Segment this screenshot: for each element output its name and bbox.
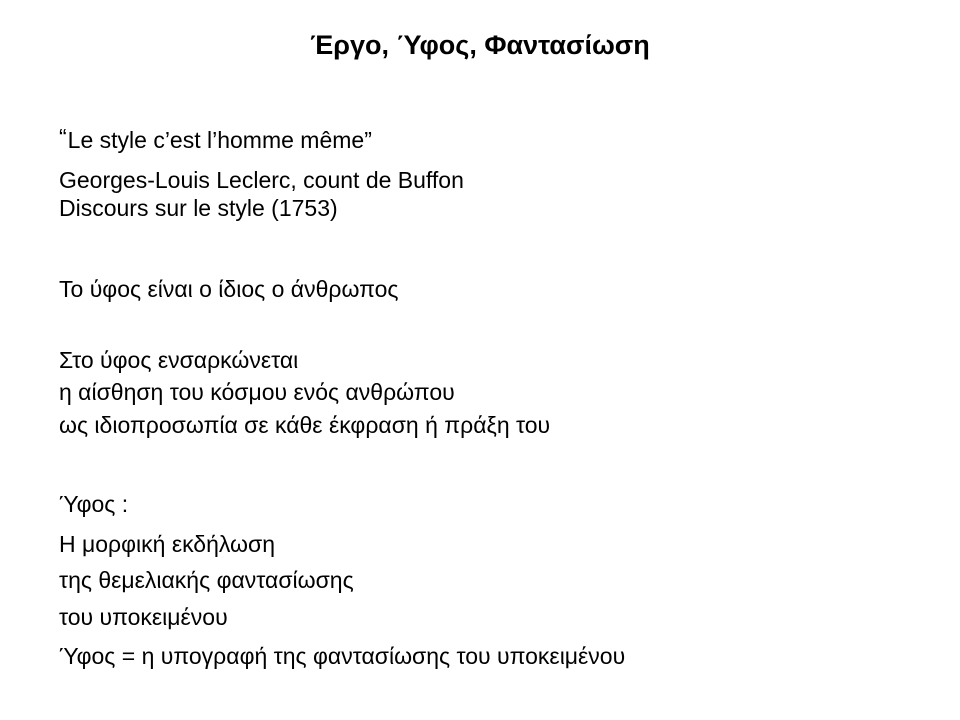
translation-line: Το ύφος είναι ο ίδιος ο άνθρωπος xyxy=(59,276,399,302)
quote-line xyxy=(59,123,372,154)
embodiment-line-1: Στο ύφος ενσαρκώνεται xyxy=(59,347,299,373)
embodiment-line-2: η αίσθηση του κόσμου ενός ανθρώπου xyxy=(59,379,455,405)
quote-text: Le style c’est l’homme même” xyxy=(67,127,372,153)
attribution-author: Georges-Louis Leclerc, count de Buffon xyxy=(59,167,464,193)
attribution-work: Discours sur le style (1753) xyxy=(59,195,338,221)
definition-signature: Ύφος = η υπογραφή της φαντασίωσης του υποκειμένου xyxy=(59,643,626,669)
open-quote-mark: “ xyxy=(59,124,67,150)
embodiment-line-3: ως ιδιοπροσωπία σε κάθε έκφραση ή πράξη του xyxy=(59,412,551,438)
definition-line-1: Η μορφική εκδήλωση xyxy=(59,531,275,557)
definition-line-3: του υποκειμένου xyxy=(59,604,228,630)
slide-title: Έργο, Ύφος, Φαντασίωση xyxy=(310,30,650,60)
definition-heading: Ύφος : xyxy=(59,491,129,517)
definition-line-2: της θεμελιακής φαντασίωσης xyxy=(59,567,354,593)
